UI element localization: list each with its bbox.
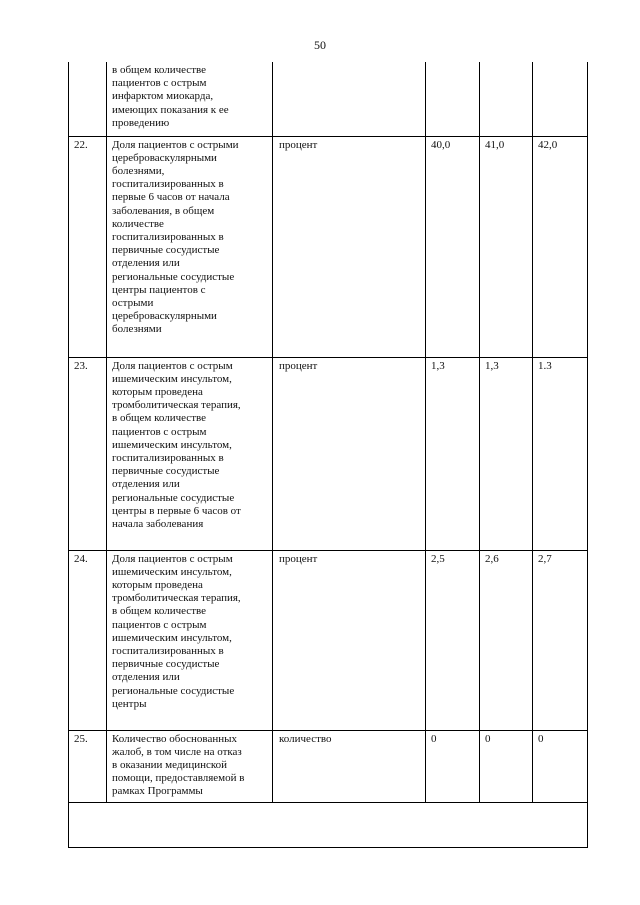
row-number [69, 62, 107, 136]
value-year-1: 0 [426, 730, 480, 802]
value-year-1: 1,3 [426, 357, 480, 550]
indicator-name: в общем количестве пациентов с острым инфарктом миокарда, имеющих показания к ее проведению [107, 62, 273, 136]
row-number: 25. [69, 730, 107, 802]
unit-cell: процент [273, 136, 426, 357]
value-year-2: 2,6 [480, 550, 533, 730]
row-number: 22. [69, 136, 107, 357]
value-year-3: 1.3 [533, 357, 588, 550]
value-year-1: 40,0 [426, 136, 480, 357]
unit-cell [273, 62, 426, 136]
table-row-22 [69, 136, 588, 357]
table-row-23 [69, 357, 588, 550]
value-year-2: 0 [480, 730, 533, 802]
value-year-3: 0 [533, 730, 588, 802]
unit-cell: количество [273, 730, 426, 802]
indicator-name: Доля пациентов с острыми цереброваскулярными болезнями, госпитализированных в первые 6 часов от начала заболевания, в общем количестве госпитализированных в первичные сосудистые отделения или региональные сосудистые центры пациентов с острыми цереброваскулярными болезнями [107, 136, 273, 357]
table-row-25 [69, 730, 588, 802]
unit-cell: процент [273, 357, 426, 550]
unit-cell: процент [273, 550, 426, 730]
value-year-2 [480, 62, 533, 136]
value-year-1 [426, 62, 480, 136]
empty-cell [69, 802, 588, 847]
row-number: 24. [69, 550, 107, 730]
value-year-3 [533, 62, 588, 136]
value-year-2: 41,0 [480, 136, 533, 357]
value-year-3: 2,7 [533, 550, 588, 730]
row-number: 23. [69, 357, 107, 550]
indicators-table [68, 62, 588, 848]
value-year-1: 2,5 [426, 550, 480, 730]
table-row-continued [69, 62, 588, 136]
value-year-3: 42,0 [533, 136, 588, 357]
table-row-24 [69, 550, 588, 730]
page-number: 50 [314, 38, 326, 52]
table-row-empty [69, 802, 588, 847]
value-year-2: 1,3 [480, 357, 533, 550]
indicator-name: Доля пациентов с острым ишемическим инсультом, которым проведена тромболитическая терапия, в общем количестве пациентов с острым ишемическим инсультом, госпитализированных в первичные сосудистые отделения или региональные сосудистые центры в первые 6 часов от начала заболевания [107, 357, 273, 550]
indicator-name: Количество обоснованных жалоб, в том числе на отказ в оказании медицинской помощи, предоставляемой в рамках Программы [107, 730, 273, 802]
indicator-name: Доля пациентов с острым ишемическим инсультом, которым проведена тромболитическая терапия, в общем количестве пациентов с острым ишемическим инсультом, госпитализированных в первичные сосудистые отделения или региональные сосудистые центры [107, 550, 273, 730]
